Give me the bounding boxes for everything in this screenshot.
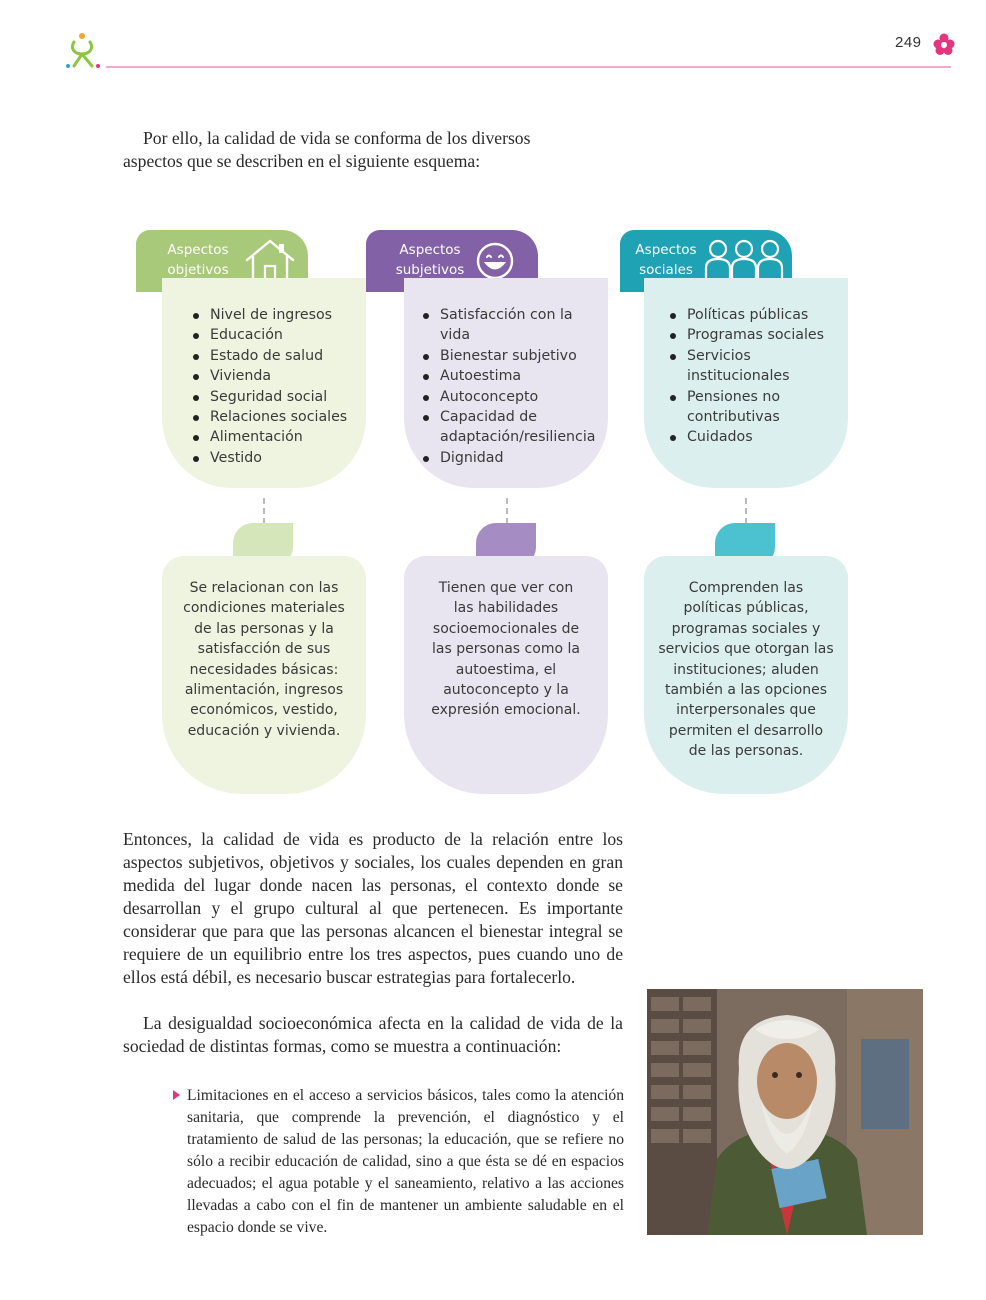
page-number: 249	[895, 34, 922, 51]
list-item: Capacidad de adaptación/resiliencia	[421, 407, 600, 448]
list-item: Servicios institucionales	[668, 346, 797, 387]
list-item: Pensiones no contributivas	[668, 387, 807, 428]
list-item: Seguridad social	[191, 387, 361, 407]
card-subjetivos-description	[404, 556, 608, 794]
connector-line	[745, 498, 747, 524]
bullet-item: Limitaciones en el acceso a servicios básicos, tales como la atención sanitaria, que comprende la prevención, el diagnóstico y el tratamiento de salud de las personas; la educación, que se refiere no sólo a recibir educación de calidad, sino a que ésta se dé en espacios adecuados; el agua potable y el saneamiento, relativo a las acciones llevadas a cabo con el fin de mantener un ambiente saludable en el espacio donde se vive.	[187, 1087, 624, 1236]
card-objetivos-description	[162, 556, 366, 794]
connector-line	[263, 498, 265, 524]
list-item: Vestido	[191, 448, 361, 468]
tab-title-line2: sociales	[639, 262, 693, 278]
flower-icon	[932, 32, 956, 56]
tab-title-line1: Aspectos	[635, 242, 697, 258]
list-item: Programas sociales	[668, 325, 844, 345]
description-text: Comprenden las políticas públicas, programas sociales y servicios que otorgan las instituciones; aluden también a las opciones interpersonales que permiten el desarrollo de las personas.	[658, 580, 834, 760]
list-item: Autoestima	[421, 366, 607, 386]
list-aspectos-sociales	[668, 305, 844, 448]
list-aspectos-objetivos	[191, 305, 361, 468]
header-rule	[106, 66, 951, 68]
intro-paragraph: Por ello, la calidad de vida se conforma de los diversos aspectos que se describen en el siguiente esquema:	[123, 128, 531, 171]
list-item: Educación	[191, 325, 361, 345]
description-text: Tienen que ver con las habilidades socioemocionales de las personas como la autoestima, el autoconcepto y la expresión emocional.	[431, 580, 581, 719]
card-aspectos-subjetivos	[404, 278, 608, 488]
connector-line	[506, 498, 508, 524]
list-item: Bienestar subjetivo	[421, 346, 607, 366]
description-text: Se relacionan con las condiciones materiales de las personas y la satisfacción de sus necesidades básicas: alimentación, ingresos económicos, vestido, educación y vivienda.	[183, 580, 345, 739]
photo-elderly-man	[647, 989, 923, 1235]
smiley-face-icon	[476, 242, 514, 280]
list-item: Estado de salud	[191, 346, 361, 366]
list-item: Nivel de ingresos	[191, 305, 361, 325]
list-item: Relaciones sociales	[191, 407, 361, 427]
card-aspectos-sociales	[644, 278, 848, 488]
card-aspectos-objetivos	[162, 278, 366, 488]
tab-title-line2: objetivos	[167, 262, 229, 278]
body-paragraph-2: La desigualdad socioeconómica afecta en la calidad de vida de la sociedad de distintas formas, como se muestra a continuación:	[123, 1013, 623, 1056]
tab-title-line1: Aspectos	[399, 242, 461, 258]
list-item: Políticas públicas	[668, 305, 844, 325]
body-paragraph: Entonces, la calidad de vida es producto de la relación entre los aspectos subjetivos, objetivos y sociales, los cuales dependen en gran medida del lugar donde nacen las personas, el contexto donde se desarrollan y el grupo cultural al que pertenecen. Es importante considerar que para que las personas alcancen el bienestar integral se requiere de un equilibrio entre los tres aspectos, pues cuando uno de ellos está débil, es necesario buscar estrategias para fortalecerlo.	[123, 829, 623, 987]
list-item: Vivienda	[191, 366, 361, 386]
tab-title-line2: subjetivos	[395, 262, 465, 278]
bullet-triangle-icon	[173, 1090, 180, 1100]
list-item: Alimentación	[191, 427, 361, 447]
list-item: Cuidados	[668, 427, 844, 447]
card-sociales-description	[644, 556, 848, 794]
tab-title-line1: Aspectos	[167, 242, 229, 258]
list-item: Dignidad	[421, 448, 607, 468]
series-logo	[60, 30, 104, 74]
list-item: Satisfacción con la vida	[421, 305, 607, 346]
list-aspectos-subjetivos	[421, 305, 607, 468]
list-item: Autoconcepto	[421, 387, 607, 407]
